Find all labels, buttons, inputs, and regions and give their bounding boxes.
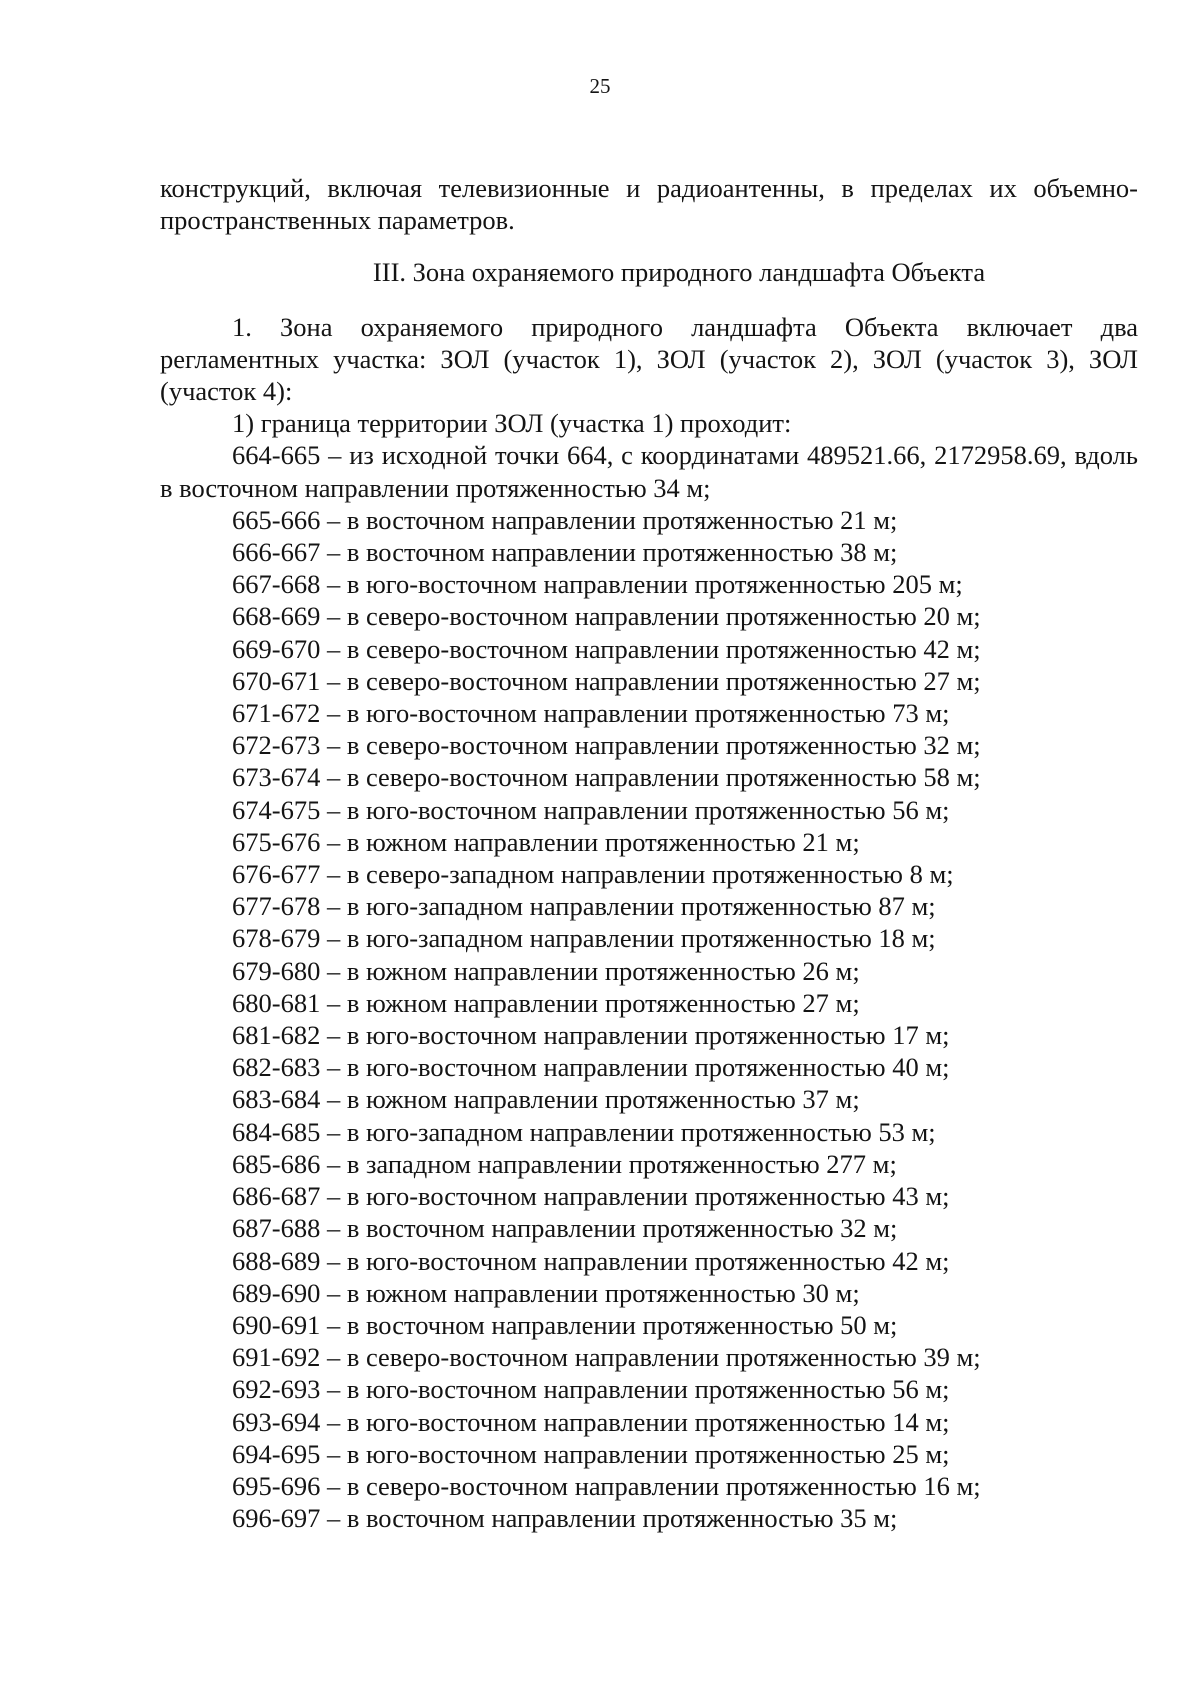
segment-item: 696-697 – в восточном направлении протяженностью 35 м; bbox=[232, 1503, 898, 1534]
subitem-1: 1) граница территории ЗОЛ (участка 1) проходит: bbox=[232, 408, 792, 439]
first-segment: 664-665 – из исходной точки 664, с координатами 489521.66, 2172958.69, вдоль в восточном направлении протяженностью 34 м; bbox=[160, 440, 1138, 503]
segment-item: 667-668 – в юго-восточном направлении протяженностью 205 м; bbox=[232, 569, 963, 600]
continuation-paragraph: конструкций, включая телевизионные и радиоантенны, в пределах их объемно-пространственных параметров. bbox=[160, 173, 1138, 236]
segment-item: 674-675 – в юго-восточном направлении протяженностью 56 м; bbox=[232, 794, 950, 825]
segment-item: 672-673 – в северо-восточном направлении протяженностью 32 м; bbox=[232, 730, 981, 761]
segment-item: 683-684 – в южном направлении протяженностью 37 м; bbox=[232, 1084, 860, 1115]
segment-item: 691-692 – в северо-восточном направлении протяженностью 39 м; bbox=[232, 1342, 981, 1373]
page-number: 25 bbox=[589, 74, 611, 98]
segment-list bbox=[160, 504, 1138, 1535]
segment-item: 687-688 – в восточном направлении протяженностью 32 м; bbox=[232, 1213, 898, 1244]
segment-item: 669-670 – в северо-восточном направлении протяженностью 42 м; bbox=[232, 633, 981, 664]
segment-item: 681-682 – в юго-восточном направлении протяженностью 17 м; bbox=[232, 1020, 950, 1051]
segment-item: 685-686 – в западном направлении протяженностью 277 м; bbox=[232, 1148, 897, 1179]
paragraph-1: 1. Зона охраняемого природного ландшафта Объекта включает два регламентных участка: ЗОЛ (участок 1), ЗОЛ (участок 2), ЗОЛ (участок 3), ЗОЛ (участок 4): bbox=[160, 311, 1138, 407]
segment-item: 692-693 – в юго-восточном направлении протяженностью 56 м; bbox=[232, 1374, 950, 1405]
segment-item: 693-694 – в юго-восточном направлении протяженностью 14 м; bbox=[232, 1406, 950, 1437]
segment-item: 695-696 – в северо-восточном направлении протяженностью 16 м; bbox=[232, 1470, 981, 1501]
segment-item: 678-679 – в юго-западном направлении протяженностью 18 м; bbox=[232, 923, 936, 954]
segment-item: 689-690 – в южном направлении протяженностью 30 м; bbox=[232, 1277, 860, 1308]
segment-item: 680-681 – в южном направлении протяженностью 27 м; bbox=[232, 987, 860, 1018]
segment-item: 694-695 – в юго-восточном направлении протяженностью 25 м; bbox=[232, 1438, 950, 1469]
segment-item: 676-677 – в северо-западном направлении протяженностью 8 м; bbox=[232, 859, 954, 890]
segment-item: 665-666 – в восточном направлении протяженностью 21 м; bbox=[232, 504, 898, 535]
segment-item: 668-669 – в северо-восточном направлении протяженностью 20 м; bbox=[232, 601, 981, 632]
segment-item: 688-689 – в юго-восточном направлении протяженностью 42 м; bbox=[232, 1245, 950, 1276]
segment-item: 686-687 – в юго-восточном направлении протяженностью 43 м; bbox=[232, 1181, 950, 1212]
segment-item: 666-667 – в восточном направлении протяженностью 38 м; bbox=[232, 537, 898, 568]
segment-item: 671-672 – в юго-восточном направлении протяженностью 73 м; bbox=[232, 698, 950, 729]
segment-item: 670-671 – в северо-восточном направлении протяженностью 27 м; bbox=[232, 665, 981, 696]
segment-item: 673-674 – в северо-восточном направлении протяженностью 58 м; bbox=[232, 762, 981, 793]
document-body bbox=[160, 172, 1138, 1534]
segment-item: 677-678 – в юго-западном направлении протяженностью 87 м; bbox=[232, 891, 936, 922]
section-heading: III. Зона охраняемого природного ландшафта Объекта bbox=[372, 257, 986, 288]
segment-item: 675-676 – в южном направлении протяженностью 21 м; bbox=[232, 826, 860, 857]
segment-item: 679-680 – в южном направлении протяженностью 26 м; bbox=[232, 955, 860, 986]
segment-item: 690-691 – в восточном направлении протяженностью 50 м; bbox=[232, 1309, 898, 1340]
segment-item: 684-685 – в юго-западном направлении протяженностью 53 м; bbox=[232, 1116, 936, 1147]
segment-item: 682-683 – в юго-восточном направлении протяженностью 40 м; bbox=[232, 1052, 950, 1083]
